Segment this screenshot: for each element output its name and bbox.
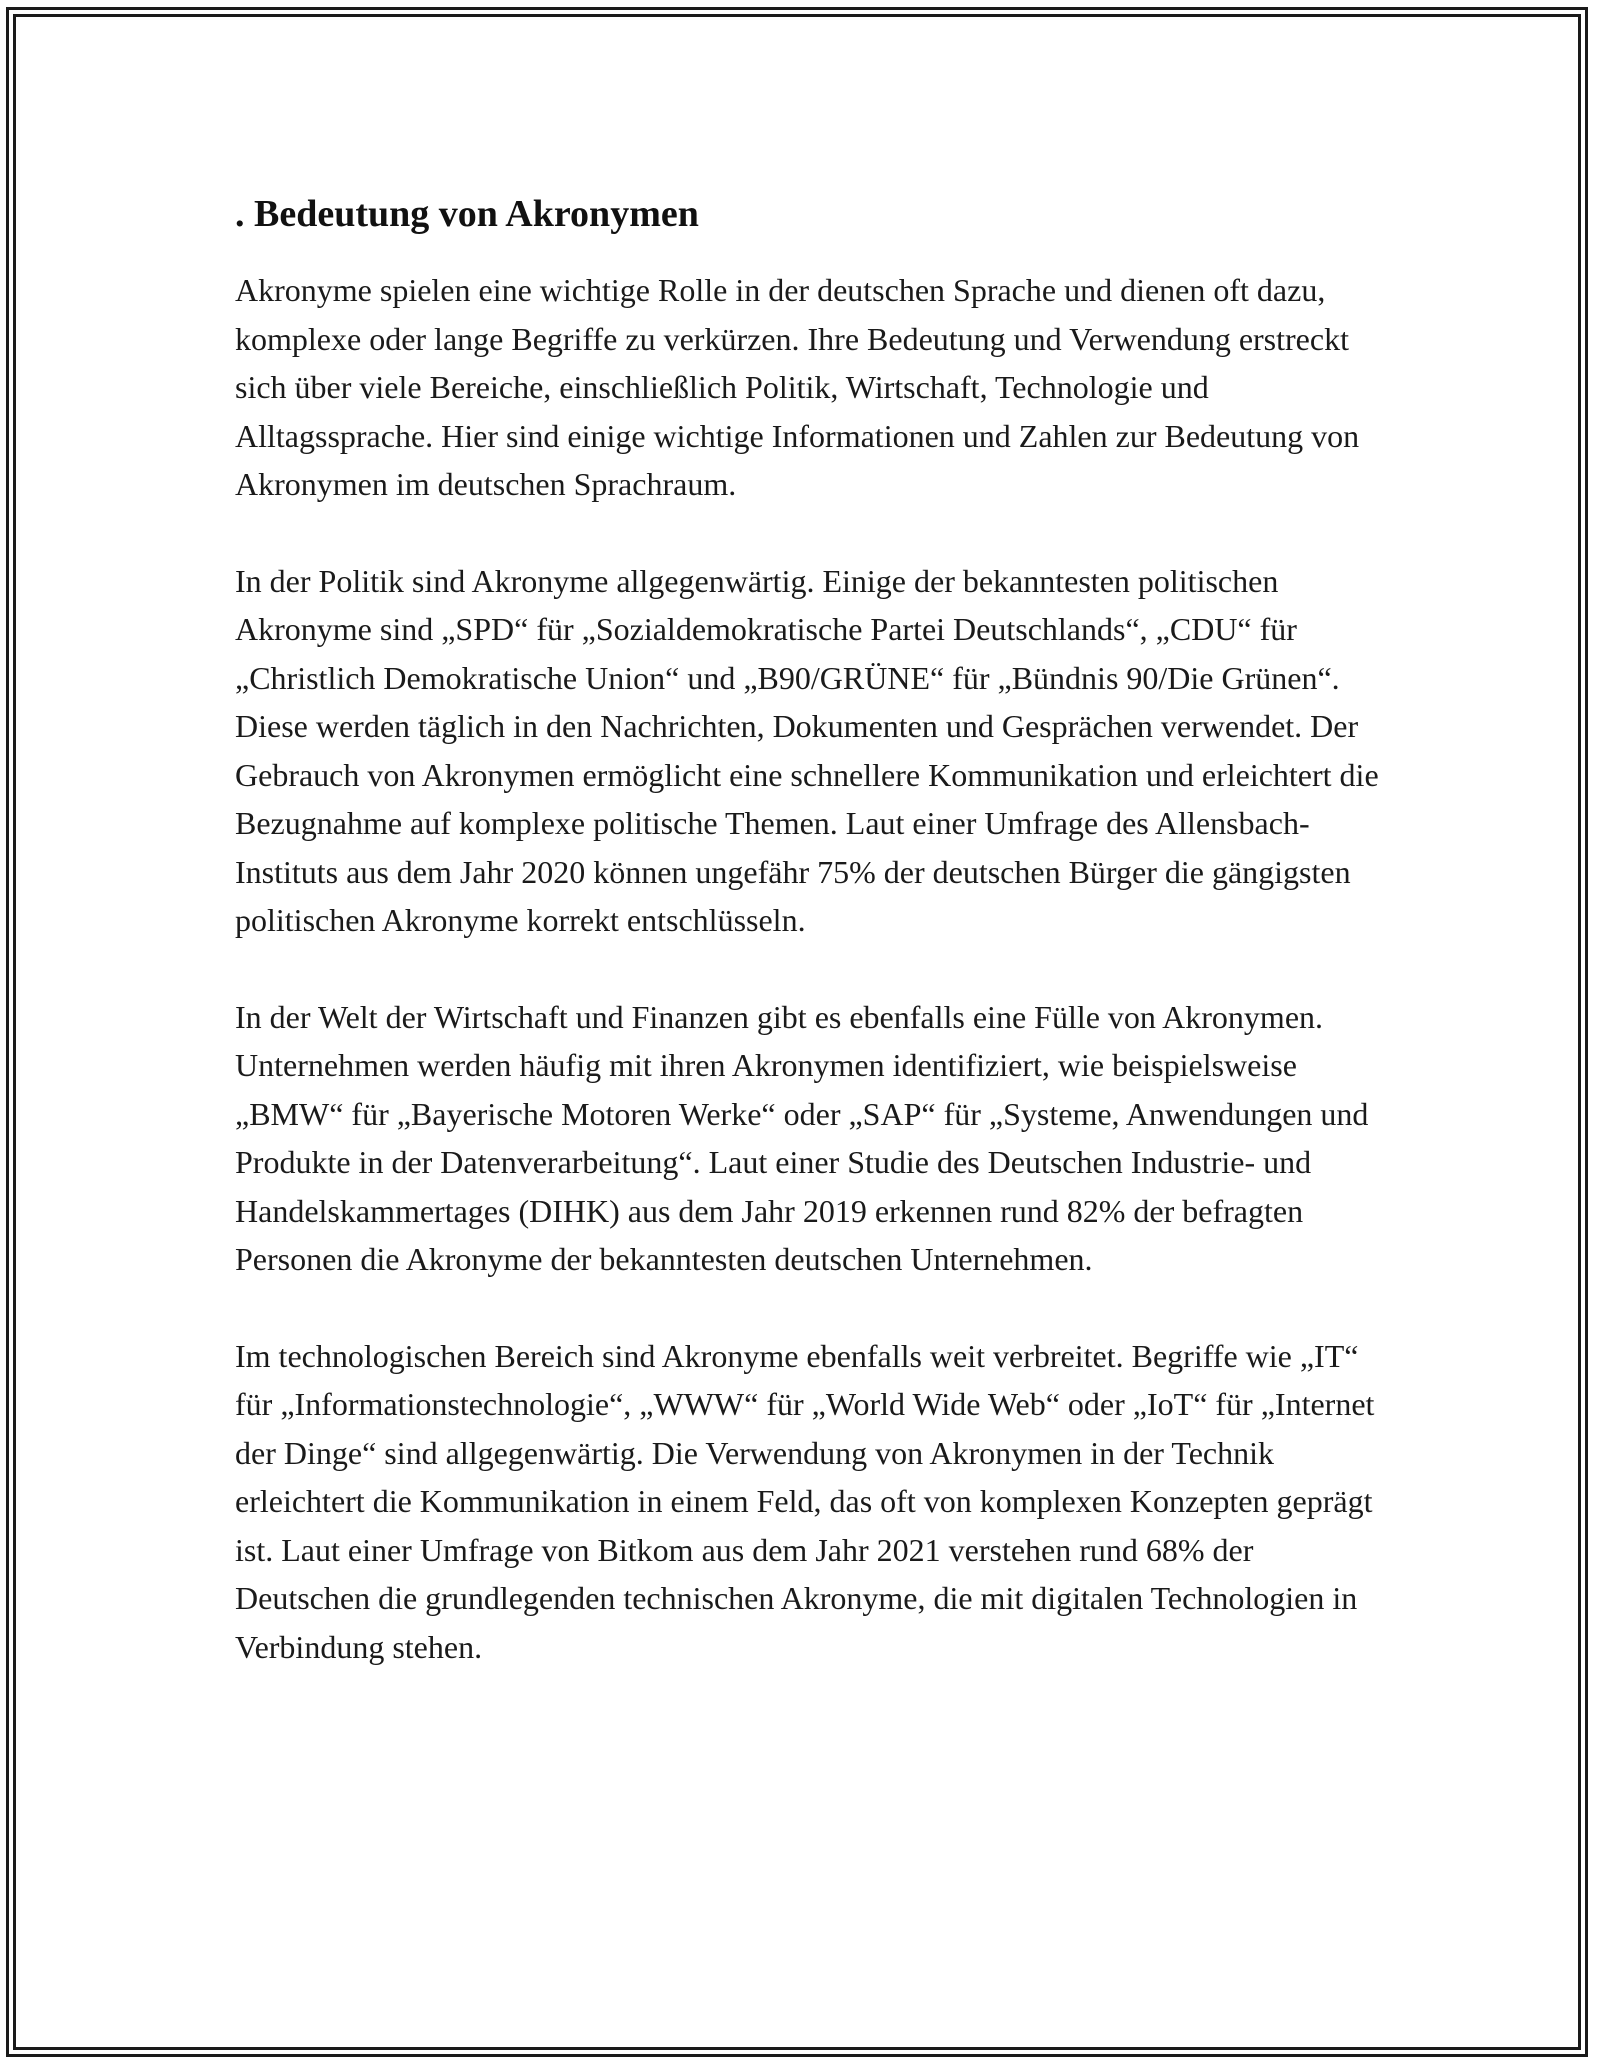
paragraph-politics: In der Politik sind Akronyme allgegenwärtig. Einige der bekanntesten politischen Akronyme sind „SPD“ für „Sozialdemokratische Partei Deutschlands“, „CDU“ für „Christlich Demokratische Union“ und „B90/GRÜNE“ für „Bündnis 90/Die Grünen“. Diese werden täglich in den Nachrichten, Dokumenten und Gesprächen verwendet. Der Gebrauch von Akronymen ermöglicht eine schnellere Kommunikation und erleichtert die Bezugnahme auf komplexe politische Themen. Laut einer Umfrage des Allensbach-Instituts aus dem Jahr 2020 können ungefähr 75% der deutschen Bürger die gängigsten politischen Akronyme korrekt entschlüsseln. (235, 562, 1379, 938)
section-heading: . Bedeutung von Akronymen (235, 193, 699, 235)
paragraph-intro: Akronyme spielen eine wichtige Rolle in der deutschen Sprache und dienen oft dazu, komplexe oder lange Begriffe zu verkürzen. Ihre Bedeutung und Verwendung erstreckt sich über viele Bereiche, einschließlich Politik, Wirtschaft, Technologie und Alltagssprache. Hier sind einige wichtige Informationen und Zahlen zur Bedeutung von Akronymen im deutschen Sprachraum. (235, 272, 1360, 502)
paragraph-economy: In der Welt der Wirtschaft und Finanzen gibt es ebenfalls eine Fülle von Akronymen. Unternehmen werden häufig mit ihren Akronymen identifiziert, wie beispielsweise „BMW“ für „Bayerische Motoren Werke“ oder „SAP“ für „Systeme, Anwendungen und Produkte in der Datenverarbeitung“. Laut einer Studie des Deutschen Industrie- und Handelskammertages (DIHK) aus dem Jahr 2019 erkennen rund 82% der befragten Personen die Akronyme der bekanntesten deutschen Unternehmen. (235, 998, 1369, 1277)
paragraph-technology: Im technologischen Bereich sind Akronyme ebenfalls weit verbreitet. Begriffe wie „IT“ für „Informationstechnologie“, „WWW“ für „World Wide Web“ oder „IoT“ für „Internet der Dinge“ sind allgegenwärtig. Die Verwendung von Akronymen in der Technik erleichtert die Kommunikation in einem Feld, das oft von komplexen Konzepten geprägt ist. Laut einer Umfrage von Bitkom aus dem Jahr 2021 verstehen rund 68% der Deutschen die grundlegenden technischen Akronyme, die mit digitalen Technologien in Verbindung stehen. (235, 1337, 1375, 1665)
document-body (235, 182, 1380, 1719)
